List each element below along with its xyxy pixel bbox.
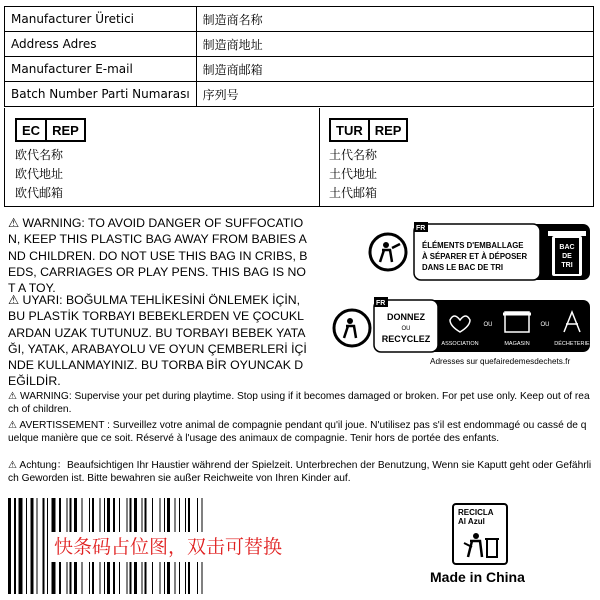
triman-line2: À SÉPARER ET À DÉPOSER bbox=[422, 252, 528, 261]
bin-text-1: BAC bbox=[559, 244, 575, 251]
donate-badge: FR bbox=[376, 300, 386, 307]
recicla-line2: Al Azul bbox=[458, 517, 485, 526]
option-recycling-center: DÉCHETERIE bbox=[554, 341, 590, 347]
triman-donate-logo bbox=[330, 296, 592, 356]
barcode-bar bbox=[47, 498, 48, 594]
ec-rep-name: 欧代名称 bbox=[15, 148, 64, 162]
table-row bbox=[5, 7, 594, 32]
tur-rep-address: 土代地址 bbox=[329, 167, 378, 181]
tur-rep-details bbox=[329, 146, 377, 203]
option-association: ASSOCIATION bbox=[441, 341, 479, 347]
table-row bbox=[5, 32, 594, 57]
tur-code: TUR bbox=[336, 122, 363, 138]
tur-rep-text: REP bbox=[368, 120, 407, 140]
tur-rep-name: 土代名称 bbox=[329, 148, 378, 162]
recycling-website: Adresses sur quefairedemesdechets.fr bbox=[430, 357, 571, 366]
recicla-line1: RECICLA bbox=[458, 508, 494, 517]
representative-section bbox=[4, 108, 594, 207]
manufacturer-info-table bbox=[4, 6, 594, 107]
ec-rep-column bbox=[5, 108, 320, 207]
table-row bbox=[5, 82, 594, 107]
batch-value: 序列号 bbox=[196, 82, 593, 107]
recyclez-text: RECYCLEZ bbox=[381, 334, 431, 344]
triman-badge: FR bbox=[416, 225, 426, 232]
bin-text-2: DE bbox=[562, 253, 572, 260]
triman-sort-logo bbox=[362, 222, 592, 282]
ou-text: OU bbox=[401, 326, 411, 332]
barcode-bar bbox=[43, 498, 45, 594]
recycle-person-icon bbox=[460, 531, 502, 561]
warning-french: ⚠ AVERTISSEMENT : Surveillez votre animal de compagnie pendant qu'il joue. N'utilisez pas s'il est endommagé ou cassé de quelque manière que ce soit. Réservé à l'usage des animaux de compagnie. Tenir hors de portée des enfants. bbox=[8, 420, 587, 444]
ec-rep-address: 欧代地址 bbox=[15, 167, 64, 181]
triman-line3: DANS LE BAC DE TRI bbox=[422, 263, 504, 272]
made-in-text: Made in China bbox=[430, 569, 525, 585]
sorting-bin-icon bbox=[548, 231, 586, 276]
ou-separator-1: OU bbox=[483, 322, 493, 328]
ec-rep-badge bbox=[15, 118, 86, 142]
manufacturer-label: Manufacturer Üretici bbox=[5, 7, 197, 32]
warning-english: ⚠ WARNING: TO AVOID DANGER OF SUFFOCATION, KEEP THIS PLASTIC BAG AWAY FROM BABIES AND CHILDREN. DO NOT USE THIS BAG IN CRIBS, BEDS, CARRIAGES OR PLAY PENS. THIS BAG IS NOT A TOY. bbox=[8, 216, 308, 296]
recicla-title bbox=[458, 508, 494, 526]
barcode-bar bbox=[31, 498, 34, 594]
warning-turkish: ⚠ UYARI: BOĞULMA TEHLİKESİNİ ÖNLEMEK İÇİN, BU PLASTİK TORBAYI BEBEKLERDEN VE ÇOCUKLARDAN UZAK TUTUNUZ. BU TORBAYI BEBEK YATAĞI, YATAK, ARABAYOLU VE OYUN ÇEMBERLERİ İÇİNDE KULLANMAYINIZ. BU TORBA BİR OYUNCAK DEĞİLDİR. bbox=[8, 293, 307, 389]
warning-german: ⚠ Achtung：Beaufsichtigen Ihr Haustier während der Spielzeit. Unterbrechen der Benutzung, Wenn sie Kaputt geht oder Gefährlich Geworden ist. Bitte bewahren sie außer Reichweite von Ihren Kinder auf. bbox=[8, 460, 592, 484]
barcode-placeholder-label: 快条码占位图，双击可替换 bbox=[50, 532, 286, 562]
triman-icon bbox=[370, 234, 406, 270]
address-label: Address Adres bbox=[5, 32, 197, 57]
donnez-text: DONNEZ bbox=[387, 312, 425, 322]
barcode-bar bbox=[14, 498, 16, 594]
triman-line1: ÉLÉMENTS D'EMBALLAGE bbox=[422, 241, 524, 250]
tur-rep-column bbox=[319, 108, 593, 207]
tur-rep-email: 土代邮箱 bbox=[329, 186, 378, 200]
table-row bbox=[5, 57, 594, 82]
manufacturer-value: 制造商名称 bbox=[196, 7, 593, 32]
batch-label: Batch Number Parti Numarası bbox=[5, 82, 197, 107]
bin-text-3: TRI bbox=[561, 262, 573, 269]
ec-rep-details bbox=[15, 146, 63, 203]
triman-icon bbox=[334, 310, 370, 346]
email-value: 制造商邮箱 bbox=[196, 57, 593, 82]
address-value: 制造商地址 bbox=[196, 32, 593, 57]
ou-separator-2: OU bbox=[540, 322, 550, 328]
option-store: MAGASIN bbox=[504, 341, 530, 347]
tur-rep-badge bbox=[329, 118, 408, 142]
ec-rep-email: 欧代邮箱 bbox=[15, 186, 64, 200]
ec-code: EC bbox=[22, 122, 41, 138]
email-label: Manufacturer E-mail bbox=[5, 57, 197, 82]
barcode-bar bbox=[37, 498, 38, 594]
recicla-logo bbox=[452, 503, 508, 565]
barcode-bar bbox=[8, 498, 11, 594]
barcode-bar bbox=[26, 498, 27, 594]
ec-rep-text: REP bbox=[45, 120, 84, 140]
warning-pet-english: ⚠ WARNING: Supervise your pet during playtime. Stop using if it becomes damaged or broken. For pet use only. Keep out of reach of children. bbox=[8, 391, 590, 415]
barcode-bar bbox=[19, 498, 23, 594]
